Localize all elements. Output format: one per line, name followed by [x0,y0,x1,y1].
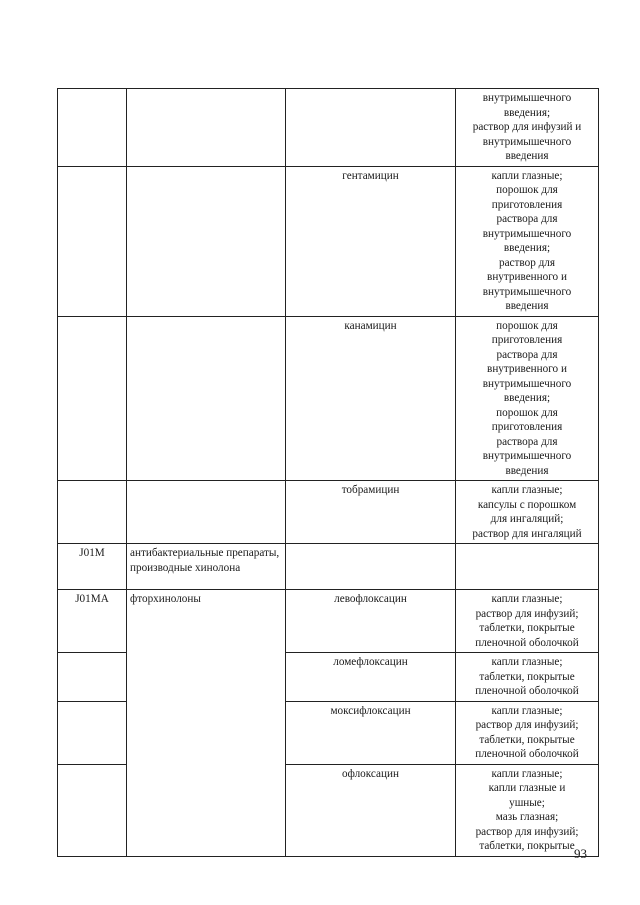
atc-code-cell: J01MA [58,590,127,653]
dosage-form-line: введения [505,300,549,312]
dosage-form-line: порошок для [496,184,558,196]
dosage-form-line: введения; [503,392,551,404]
dosage-form-line: таблетки, покрытые [479,622,575,634]
drug-name-cell: офлоксацин [286,764,456,856]
dosage-form-line: приготовления [491,421,563,433]
drug-name-cell: ломефлоксацин [286,653,456,702]
dosage-form-line: раствор для инфузий; [475,825,579,838]
dosage-form-line: раствор для [498,256,556,269]
atc-group-cell [127,316,286,481]
dosage-form-cell [456,316,599,481]
dosage-form-line: внутримышечного [482,227,572,240]
table-row [58,89,599,167]
page-number: 93 [574,846,587,861]
atc-code-cell [58,701,127,764]
dosage-form-line: капли глазные; [491,593,563,605]
drug-name-cell: моксифлоксацин [286,701,456,764]
atc-code-cell [58,89,127,167]
dosage-form-line: внутримышечного [482,92,572,104]
atc-group-cell [127,166,286,316]
dosage-form-line: таблетки, покрытые [479,733,575,746]
atc-code-cell [58,481,127,544]
dosage-form-line: пленочной оболочкой [475,636,579,649]
drug-name-cell: гентамицин [286,166,456,316]
dosage-form-cell [456,166,599,316]
dosage-form-line: капли глазные; [491,704,563,717]
dosage-form-line: таблетки, покрытые [479,840,575,852]
dosage-form-line: внутримышечного [482,135,572,148]
atc-code-cell [58,316,127,481]
dosage-form-line: капли глазные; [491,656,563,668]
dosage-form-line: пленочной оболочкой [475,748,579,760]
dosage-form-line: введения; [503,106,551,119]
dosage-form-line: введения [505,464,549,477]
dosage-form-line: капсулы с порошком [477,498,577,511]
dosage-form-line: капли глазные; [491,484,563,496]
dosage-form-cell [456,653,599,702]
atc-group-cell: фторхинолоны [127,590,286,857]
table-row [58,481,599,544]
dosage-form-line: капли глазные; [491,767,563,780]
drug-name-cell [286,544,456,590]
dosage-form-line: приготовления [491,334,563,346]
dosage-form-line: капли глазные; [491,169,563,182]
dosage-form-line: порошок для [496,406,558,419]
atc-code-cell: J01M [58,544,127,590]
dosage-form-line: порошок для [496,319,558,332]
dosage-form-line: введения; [503,242,551,254]
drug-name-cell [286,89,456,167]
dosage-form-line: раствора для [496,435,558,448]
dosage-form-cell [456,544,599,590]
dosage-form-line: пленочной оболочкой [475,685,579,697]
dosage-form-line: приготовления [491,198,563,211]
dosage-form-line: таблетки, покрытые [479,670,575,683]
dosage-form-line: раствора для [496,348,558,361]
atc-group-cell [127,481,286,544]
dosage-form-line: раствор для ингаляций [472,527,582,540]
drug-name-cell: тобрамицин [286,481,456,544]
atc-group-cell [127,89,286,167]
dosage-form-line: внутримышечного [482,450,572,462]
dosage-form-line: внутривенного и [487,271,567,283]
dosage-form-line: введения [505,150,549,162]
dosage-form-line: для ингаляций; [490,513,564,525]
dosage-form-line: раствор для инфузий и [472,121,582,133]
atc-group-cell: антибактериальные препараты, производные хинолона [127,544,286,590]
drug-name-cell: левофлоксацин [286,590,456,653]
atc-code-cell [58,166,127,316]
dosage-form-cell [456,481,599,544]
atc-code-cell [58,764,127,856]
dosage-form-line: внутримышечного [482,285,572,298]
dosage-form-cell [456,764,599,856]
dosage-form-cell [456,590,599,653]
dosage-form-line: раствора для [496,213,558,225]
table-row [58,544,599,590]
table-row [58,316,599,481]
table-row [58,590,599,653]
dosage-form-line: раствор для инфузий; [475,719,579,731]
drug-list-table [57,88,599,857]
dosage-form-line: капли глазные и [488,782,566,794]
dosage-form-line: мазь глазная; [495,811,559,823]
dosage-form-line: внутривенного и [487,363,567,375]
drug-name-cell: канамицин [286,316,456,481]
dosage-form-line: внутримышечного [482,377,572,390]
dosage-form-line: раствор для инфузий; [475,607,579,620]
atc-code-cell [58,653,127,702]
dosage-form-cell [456,89,599,167]
table-row [58,166,599,316]
dosage-form-line: ушные; [509,796,545,809]
dosage-form-cell [456,701,599,764]
